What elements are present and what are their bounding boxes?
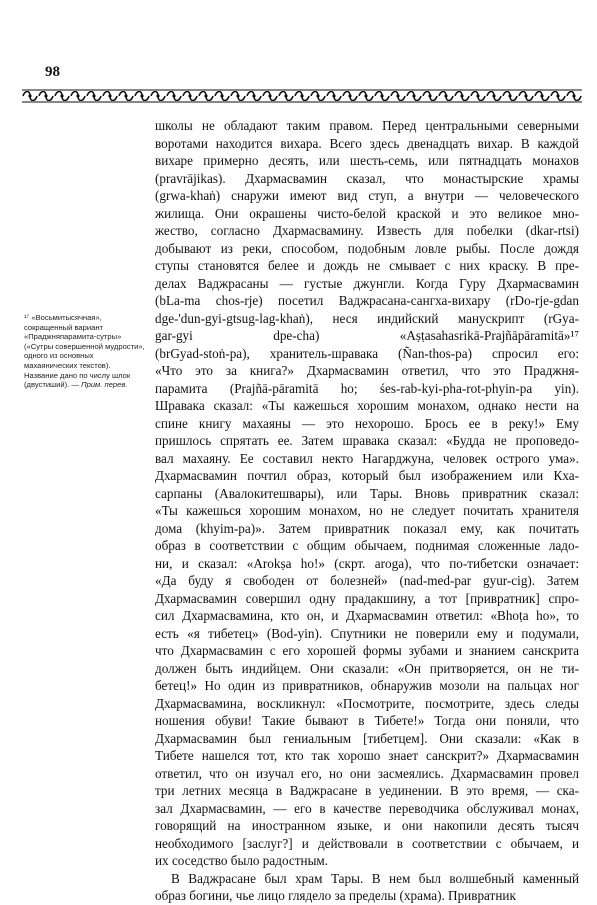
- text-line: ответил, что он изучал его, но они засмеялись. Дхармасвамин провел: [155, 765, 579, 781]
- text-line: что Дхармасвамин с его хорошей формы зубами и знанием санскрита: [155, 643, 579, 658]
- text-line: Дхармасвамин был гениальным [тибетцем]. Они сказали: «Как в: [155, 730, 579, 746]
- text-line: ни, и сказал: «Arokṣa ho!» (скрт. aroga), что по-тибетски означает:: [155, 555, 579, 571]
- ornament-border: [22, 89, 582, 103]
- text-line: пришлось спрятать ее. Затем шравака сказал: «Будда не проповедо-: [155, 433, 579, 448]
- text-line: Тибете нашелся тот, кто так хорошо знает санскрит?» Дхармасвамин: [155, 748, 579, 763]
- paragraph-1: [155, 117, 579, 870]
- text-line: «Ты кажешься хорошим монахом, но не следует почитать хранителя: [155, 503, 579, 518]
- text-line: парамита (Prajñā-pāramitā ho; śes-rab-kyi-pha-rot-phyin-pa yin).: [155, 380, 579, 396]
- text-line: образ в соответствии с общим обычаем, поднимая сложенные ладо-: [155, 538, 579, 553]
- text-line: спине книгу махаяны — это нехорошо. Брось ее в реку!» Ему: [155, 415, 579, 431]
- text-line: Дхармасвамин совершил одну прадакшину, а тот [привратник] спро-: [155, 590, 579, 606]
- text-line: ступы становятся белее и дождь не смывает с них краску. В пре-: [155, 258, 579, 273]
- paragraph-2: [155, 870, 579, 905]
- text-line: «Да буду я свободен от болезней» (nad-med-par gyur-cig). Затем: [155, 573, 579, 588]
- text-line: бетец!» Но один из привратников, обнаружив мозоли на пальцах ног: [155, 678, 579, 693]
- text-line: gar-gyi dpe-cha) «Aṣṭasahasrikā-Prajñāpāramitā»¹⁷: [155, 328, 579, 343]
- footnote: [24, 313, 146, 390]
- text-line: (grwa-khaṅ) снаружи имеют вид ступ, а внутри — человеческого: [155, 188, 579, 203]
- text-line: их соседство было радостным.: [155, 853, 329, 868]
- text-line: жество, согласно Дхармасвамину. Известь для побелки (dkar-rtsi): [155, 223, 579, 238]
- text-line: ношения обуви! Такие бывают в Тибете!» Тогда они поняли, что: [155, 713, 579, 728]
- text-line: «Что это за книга?» Дхармасвамин ответил, что это Праджня-: [155, 363, 579, 378]
- text-line: Шравака сказал: «Ты кажешься хорошим монахом, однако нести на: [155, 398, 579, 413]
- footnote-text: ¹⁷ «Восьмитысячная», сокращенный вариант «Праджняпарамита-сутры» («Сутры совершенной мудрости», одного из основных махаянических текстов). Название дано по числу шлок (двустиший). —: [24, 313, 145, 390]
- text-line: зал Дхармасвамин, — его в качестве переводчика обслуживал монах,: [155, 800, 579, 816]
- text-line: должен быть индийцем. Они сказали: «Он притворяется, он не ти-: [155, 660, 579, 676]
- text-line: В Ваджрасане был храм Тары. В нем был волшебный каменный: [171, 870, 579, 886]
- text-line: добывают из реки, способом, подобным ловле рыбы. После дождя: [155, 240, 579, 256]
- page-number: 98: [45, 64, 60, 80]
- text-line: делах Ваджрасаны — густые джунгли. Когда Гуру Дхармасвамин: [155, 275, 579, 291]
- text-line: говорящий на иностранном языке, и они накопили десять тысяч: [155, 818, 579, 833]
- text-line: dge-'dun-gyi-gtsug-lag-khaṅ), неся индийский манускрипт (rGya-: [155, 310, 579, 326]
- text-line: школы не обладают таким правом. Перед центральными северными: [155, 118, 579, 133]
- text-line: три летних месяца в Ваджрасане в уединении. В это время, — ска-: [155, 783, 579, 798]
- text-line: (bLa-ma chos-rje) посетил Ваджрасана-сангха-вихару (rDo-rje-gdan: [155, 293, 579, 308]
- text-line: вихаре примерно десять, или шесть-семь, или пятнадцать монахов: [155, 153, 579, 168]
- text-line: сарпаны (Авалокитешвары), или Тары. Вновь привратник сказал:: [155, 485, 579, 501]
- main-text: [155, 117, 579, 905]
- text-line: необходимого [заслуг?] и действовали в соответствии с обычаем, и: [155, 835, 579, 851]
- text-line: есть «я тибетец» (Bod-yin). Спутники не поверили ему и подумали,: [155, 625, 579, 641]
- text-line: образ богини, чье лицо глядело за пределы (храма). Привратник: [155, 888, 516, 903]
- text-line: (brGyad-stoṅ-pa), хранитель-шравака (Ñan-thos-pa) спросил его:: [155, 345, 579, 361]
- text-line: (pravrājikas). Дхармасвамин сказал, что монастырские храмы: [155, 170, 579, 186]
- text-line: Дхармасвамина, воскликнул: «Посмотрите, посмотрите, здесь следы: [155, 695, 579, 711]
- text-line: дома (khyim-pa)». Затем привратник показал ему, как почитать: [155, 520, 579, 536]
- text-line: Дхармасвамин почтил образ, который был изображением или Кха-: [155, 468, 579, 483]
- text-line: сил Дхармасвамина, кто он, и Дхармасвамин ответил: «Bhoṭa ho», то: [155, 608, 579, 623]
- text-line: воротами находится вихара. Всего здесь двенадцать вихар. В каждой: [155, 135, 579, 151]
- footnote-signature: Прим. перев.: [81, 380, 128, 390]
- text-line: вал махаяну. Ее составил некто Нагарджуна, человек острого ума».: [155, 450, 579, 466]
- text-line: жилища. Они окрашены чисто-белой краской и это великое мно-: [155, 205, 579, 221]
